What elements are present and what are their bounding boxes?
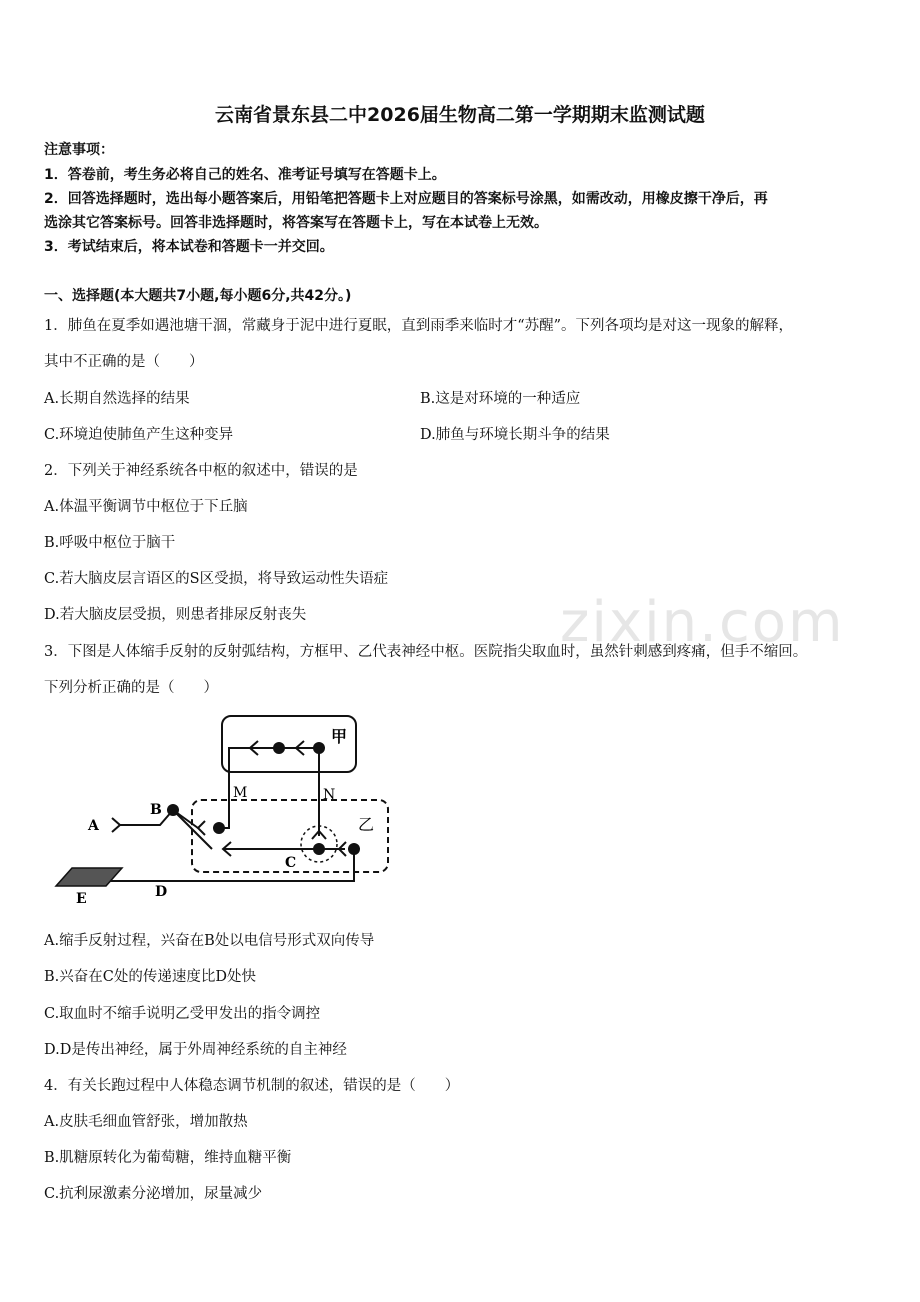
q4-stem: 4．有关长跑过程中人体稳态调节机制的叙述，错误的是（ ） (44, 1078, 460, 1094)
q4-option-c: C.抗利尿激素分泌增加，尿量减少 (44, 1186, 263, 1202)
section-heading: 一、选择题(本大题共7小题,每小题6分,共42分。) (44, 288, 352, 304)
label-a: A (88, 818, 99, 834)
effector-e-shape (56, 868, 122, 886)
label-b: B (150, 802, 162, 818)
notice-item-2: 2．回答选择题时，选出每小题答案后，用铅笔把答题卡上对应题目的答案标号涂黑，如需改动，用橡皮擦干净后，再 (44, 191, 768, 207)
exam-title: 云南省景东县二中2026届生物高二第一学期期末监测试题 (215, 104, 705, 126)
label-d: D (155, 884, 168, 900)
notice-item-1: 1．答卷前，考生务必将自己的姓名、准考证号填写在答题卡上。 (44, 167, 446, 183)
q1-option-c: C.环境迫使肺鱼产生这种变异 (44, 427, 234, 443)
label-yi: 乙 (358, 815, 375, 834)
q1-stem: 1．肺鱼在夏季如遇池塘干涸，常藏身于泥中进行夏眠，直到雨季来临时才“苏醒”。下列各项均是对这一现象的解释， (44, 318, 794, 334)
q3-option-b: B.兴奋在C处的传递速度比D处快 (44, 969, 256, 985)
notice-item-3: 3．考试结束后，将本试卷和答题卡一并交回。 (44, 239, 334, 255)
q1-option-a: A.长期自然选择的结果 (44, 391, 190, 407)
q4-option-b: B.肌糖原转化为葡萄糖，维持血糖平衡 (44, 1150, 292, 1166)
label-jia: 甲 (331, 727, 348, 746)
reflex-arc-diagram (0, 700, 420, 915)
synapse-fork-icon (198, 821, 205, 835)
receptor-fork-icon (112, 818, 120, 832)
label-c: C (285, 855, 297, 871)
q2-stem: 2．下列关于神经系统各中枢的叙述中，错误的是 (44, 463, 358, 479)
q3-option-c: C.取血时不缩手说明乙受甲发出的指令调控 (44, 1006, 321, 1022)
q1-option-b: B.这是对环境的一种适应 (420, 391, 581, 407)
q2-option-d: D.若大脑皮层受损，则患者排尿反射丧失 (44, 607, 307, 623)
q3-stem: 3．下图是人体缩手反射的反射弧结构，方框甲、乙代表神经中枢。医院指尖取血时，虽然针刺感到疼痛，但手不缩回。 (44, 644, 808, 660)
label-m: M (233, 785, 248, 801)
q2-option-a: A.体温平衡调节中枢位于下丘脑 (44, 499, 248, 515)
neuron-body (273, 742, 285, 754)
watermark: zixin.com (560, 590, 845, 655)
notice-heading: 注意事项： (44, 142, 114, 158)
q4-option-a: A.皮肤毛细血管舒张，增加散热 (44, 1114, 248, 1130)
label-n: N (323, 787, 336, 803)
q2-option-b: B.呼吸中枢位于脑干 (44, 535, 176, 551)
q1-option-d: D.肺鱼与环境长期斗争的结果 (420, 427, 610, 443)
q2-option-c: C.若大脑皮层言语区的S区受损，将导致运动性失语症 (44, 571, 389, 587)
label-e: E (76, 891, 87, 907)
q1-stem-cont: 其中不正确的是（ ） (44, 354, 204, 370)
q3-option-a: A.缩手反射过程，兴奋在B处以电信号形式双向传导 (44, 933, 375, 949)
neuron-body (213, 822, 225, 834)
notice-item-2-cont: 选涂其它答案标号。回答非选择题时，将答案写在答题卡上，写在本试卷上无效。 (44, 215, 548, 231)
q3-stem-cont: 下列分析正确的是（ ） (44, 680, 218, 696)
q3-option-d: D.D是传出神经，属于外周神经系统的自主神经 (44, 1042, 347, 1058)
